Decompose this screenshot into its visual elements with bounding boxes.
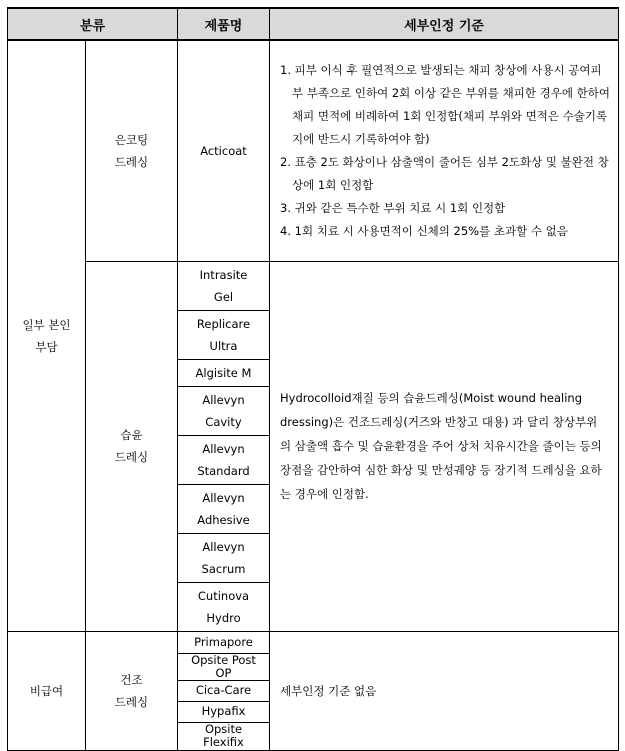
group1-label: 일부 본인 부담 — [8, 40, 86, 631]
moist-product: Cutinova Hydro — [178, 582, 270, 631]
silver-type: 은코팅 드레싱 — [86, 40, 178, 261]
silver-criteria-item: 3. 귀와 같은 특수한 부위 치료 시 1회 인정함 — [280, 200, 506, 215]
moist-product: Allevyn Cavity — [178, 386, 270, 435]
header-row — [8, 8, 619, 40]
moist-product: Intrasite Gel — [178, 261, 270, 310]
dry-product: Opsite Flexifix — [178, 722, 270, 750]
silver-criteria-item: 2. 표층 2도 화상이나 삼출액이 줄어든 심부 2도화상 및 불완전 창상에 1회 인정함 — [280, 154, 609, 192]
dry-product: Hypafix — [178, 701, 270, 722]
moist-product: Replicare Ultra — [178, 310, 270, 359]
moist-row — [8, 261, 619, 310]
dry-type: 건조 드레싱 — [86, 631, 178, 750]
silver-criteria-item: 4. 1회 치료 시 사용면적이 신체의 25%를 초과할 수 없음 — [280, 223, 568, 238]
dry-product: Opsite Post OP — [178, 653, 270, 680]
silver-row — [8, 40, 619, 261]
group2-label: 비급여 — [8, 631, 86, 750]
moist-criteria: Hydrocolloid재질 등의 습윤드레싱(Moist wound healing dressing)은 건조드레싱(거즈와 반창고 대용) 과 달리 창상부위의 삼출액 흡수 및 습윤환경을 주어 상처 치유시간을 줄이는 등의 장점을 감안하여 심한 화상 및 만성궤양 등 장기적 드레싱을 요하는 경우에 인정함. — [270, 261, 619, 631]
header-criteria: 세부인정 기준 — [270, 8, 619, 40]
moist-type: 습윤 드레싱 — [86, 261, 178, 631]
header-category: 분류 — [8, 8, 178, 40]
silver-criteria-item: 1. 피부 이식 후 필연적으로 발생되는 채피 창상에 사용시 공여피부 부족으로 인하여 2회 이상 같은 부위를 채피한 경우에 한하여 채피 면적에 비례하여 1회 인정함(채피 부위와 면적은 수술기록지에 반드시 기록하여야 함) — [280, 62, 610, 146]
silver-product: Acticoat — [178, 40, 270, 261]
dry-criteria: 세부인정 기준 없음 — [270, 631, 619, 750]
moist-product: Algisite M — [178, 359, 270, 386]
dry-product: Primapore — [178, 631, 270, 653]
header-product — [178, 8, 270, 40]
moist-product: Allevyn Sacrum — [178, 533, 270, 582]
dry-product: Cica-Care — [178, 680, 270, 701]
silver-criteria — [270, 40, 619, 261]
dressing-criteria-table — [7, 7, 619, 751]
moist-product: Allevyn Adhesive — [178, 484, 270, 533]
moist-product: Allevyn Standard — [178, 435, 270, 484]
dry-row — [8, 631, 619, 653]
header-product-label: 제품명 — [204, 18, 243, 34]
